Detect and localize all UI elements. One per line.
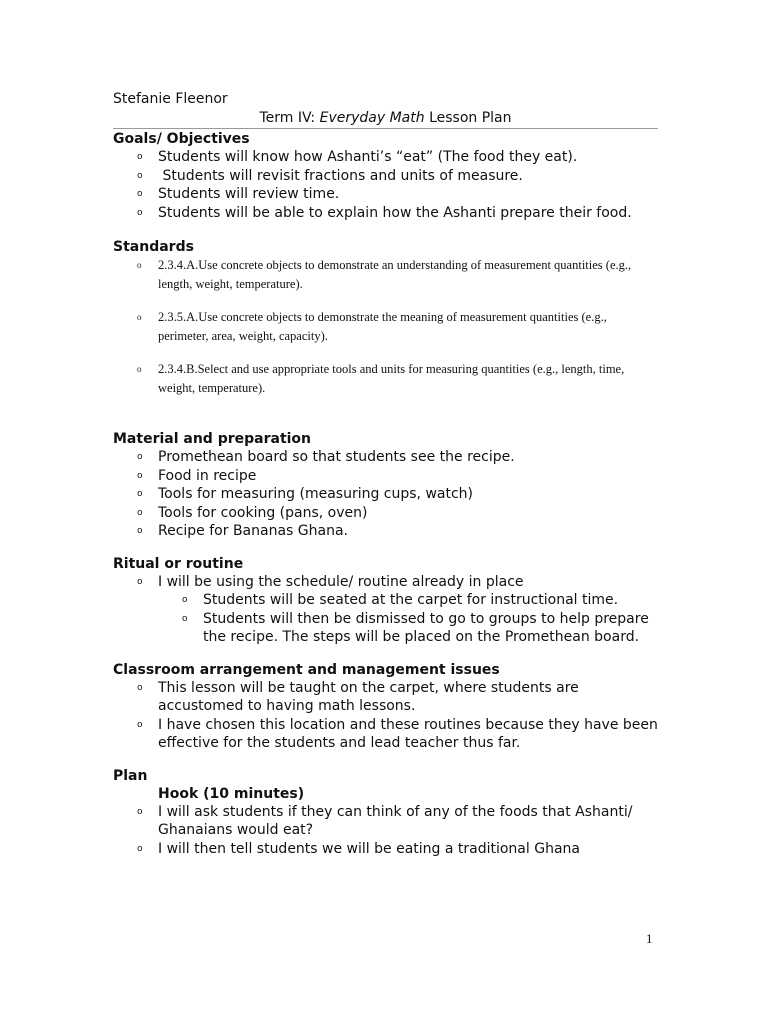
list-item-text: Students will then be dismissed to go to groups to help prepare the recipe. The steps will be placed on the Promethean board. [203, 610, 649, 645]
bullet: o [137, 843, 143, 854]
list-item [113, 308, 658, 346]
bullet: o [137, 526, 143, 536]
bullet: o [137, 207, 143, 218]
list-item-text: Students will know how Ashanti’s “eat” (The food they eat). [158, 149, 578, 165]
bullet: o [137, 312, 142, 322]
list-item-text: 2.3.5.A.Use concrete objects to demonstrate the meaning of measurement quantities (e.g., perimeter, area, weight, capacity). [158, 310, 607, 343]
bullet: o [137, 470, 143, 481]
classroom-list [113, 679, 658, 753]
list-item-text: Students will review time. [158, 186, 340, 202]
list-item-text: Tools for measuring (measuring cups, watch) [158, 486, 474, 502]
list-item [113, 573, 658, 592]
bullet: o [137, 489, 143, 499]
spacer [113, 753, 658, 767]
list-item [113, 360, 658, 398]
list-item-text: Students will be able to explain how the Ashanti prepare their food. [158, 204, 632, 221]
page-content [113, 90, 658, 858]
materials-list [113, 448, 658, 541]
classroom-heading: Classroom arrangement and management issues [113, 661, 500, 678]
list-item [113, 148, 658, 167]
plan-heading: Plan [113, 767, 148, 784]
standards-heading: Standards [113, 239, 194, 255]
spacer [113, 541, 658, 555]
list-item-text: I will be using the schedule/ routine already in place [158, 573, 524, 590]
bullet: o [137, 682, 143, 693]
bullet: o [137, 152, 143, 162]
bullet: o [182, 613, 188, 624]
list-item [113, 610, 658, 647]
list-item [113, 448, 658, 467]
list-item-text: Students will be seated at the carpet for instructional time. [203, 592, 619, 608]
list-item [113, 485, 658, 504]
bullet: o [182, 595, 188, 605]
list-item [113, 522, 658, 541]
ritual-sublist [113, 591, 658, 647]
list-item-text: I will then tell students we will be eating a traditional Ghana [158, 840, 580, 857]
spacer [113, 222, 658, 238]
list-item [113, 185, 658, 204]
bullet: o [137, 260, 142, 270]
list-item [113, 591, 658, 610]
standards-list [113, 256, 658, 398]
list-item [113, 504, 658, 523]
ritual-list [113, 573, 658, 592]
goals-heading: Goals/ Objectives [113, 131, 250, 147]
bullet: o [137, 719, 143, 730]
spacer [113, 398, 658, 430]
bullet: o [137, 806, 143, 817]
bullet: o [137, 576, 143, 587]
bullet: o [137, 507, 143, 518]
list-item-text: 2.3.4.A.Use concrete objects to demonstrate an understanding of measurement quantities (e.g., length, weight, temperature). [158, 258, 632, 291]
list-item-text: Promethean board so that students see the recipe. [158, 449, 515, 465]
list-item [113, 167, 658, 186]
list-item-text: Tools for cooking (pans, oven) [158, 504, 368, 521]
list-item-text: Students will revisit fractions and units of measure. [158, 167, 523, 184]
title-suffix: Lesson Plan [424, 110, 512, 126]
list-item [113, 467, 658, 486]
page-number: 1 [646, 931, 653, 946]
list-item-text: Recipe for Bananas Ghana. [158, 523, 348, 539]
ritual-heading: Ritual or routine [113, 555, 244, 572]
list-item-text: This lesson will be taught on the carpet, where students are accustomed to having math lessons. [158, 679, 579, 714]
hook-heading: Hook (10 minutes) [158, 785, 305, 802]
list-item-text: 2.3.4.B.Select and use appropriate tools and units for measuring quantities (e.g., length, time, weight, temperature). [158, 362, 625, 395]
list-item [113, 256, 658, 294]
title-prefix: Term IV: [259, 110, 320, 126]
list-item-text: Food in recipe [158, 467, 257, 484]
document-title [113, 109, 658, 129]
list-item [113, 679, 658, 716]
list-item [113, 840, 658, 859]
list-item-text: I have chosen this location and these routines because they have been effective for the students and lead teacher thus far. [158, 716, 658, 751]
bullet: o [137, 170, 143, 181]
goals-list [113, 148, 658, 222]
list-item-text: I will ask students if they can think of any of the foods that Ashanti/ Ghanaians would eat? [158, 803, 633, 838]
plan-list [113, 803, 658, 859]
bullet: o [137, 189, 143, 199]
list-item [113, 803, 658, 840]
author-name: Stefanie Fleenor [113, 91, 228, 107]
spacer [113, 647, 658, 661]
materials-heading: Material and preparation [113, 431, 312, 447]
title-italic: Everyday Math [319, 110, 425, 126]
list-item [113, 204, 658, 223]
bullet: o [137, 452, 143, 462]
list-item [113, 716, 658, 753]
bullet: o [137, 364, 142, 374]
